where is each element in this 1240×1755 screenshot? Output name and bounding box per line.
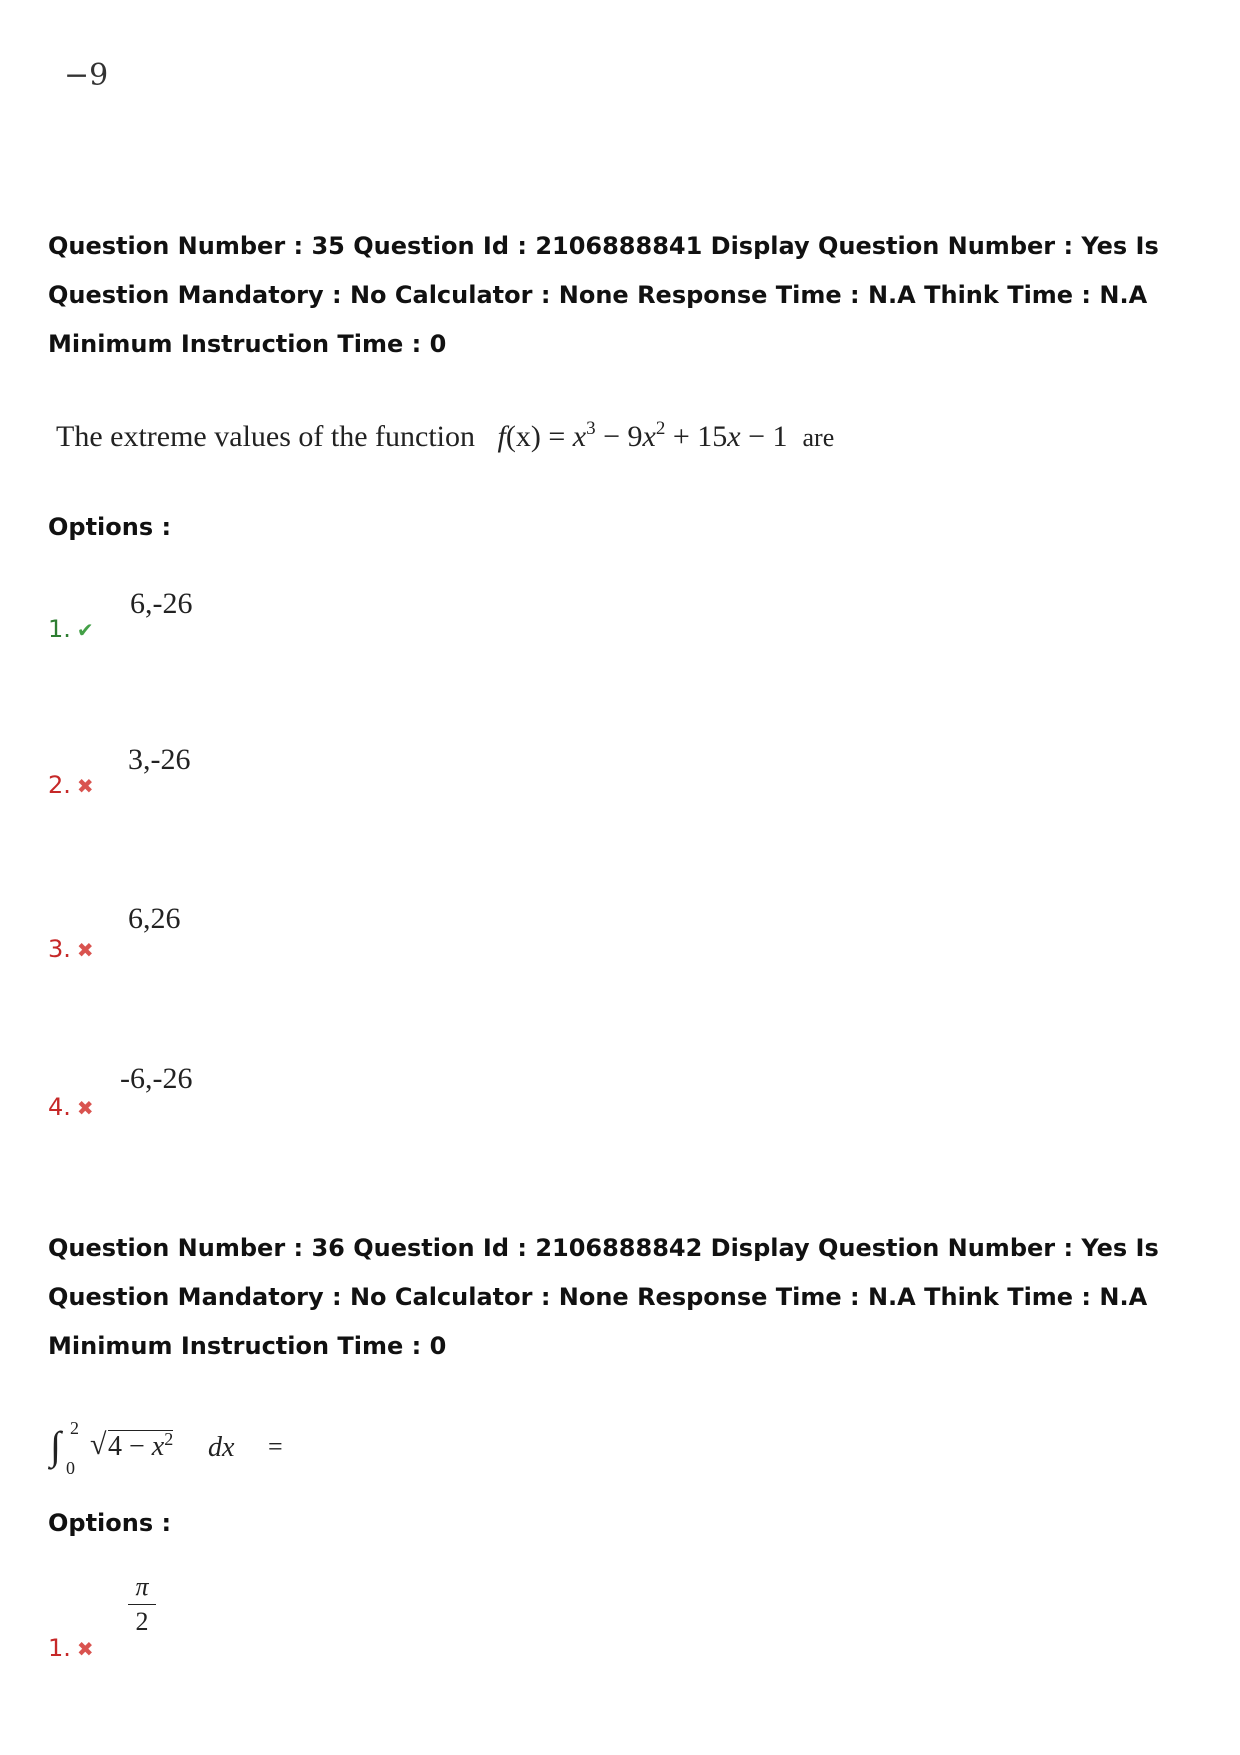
equals-sign: = <box>268 1432 283 1461</box>
stem-func: f <box>497 420 506 453</box>
option-number <box>48 1093 94 1121</box>
radical-sign: √ <box>90 1428 107 1461</box>
fraction-bar <box>128 1604 156 1605</box>
options-label: Options : <box>48 1509 172 1537</box>
cross-icon: ✖ <box>76 1637 94 1661</box>
options-label: Options : <box>48 513 172 541</box>
stem-x3: x <box>727 420 741 453</box>
differential: dx <box>208 1432 235 1463</box>
option-value: 6,-26 <box>130 587 193 620</box>
option-number <box>48 771 94 799</box>
option-number <box>48 615 94 643</box>
option-number-text: 2. <box>48 771 71 799</box>
option-value: -6,-26 <box>120 1062 193 1095</box>
stem-eq: = <box>540 420 573 453</box>
upper-limit: 2 <box>70 1418 79 1438</box>
question-header: Question Number : 36 Question Id : 2106888842 Display Question Number : Yes Is Question Mandatory : No Calculator : None Response Time : N.A Think Time : N.A Minimum Instruction Time : 0 <box>48 1234 1159 1360</box>
stem-mid2: + 15 <box>665 420 728 453</box>
radicand-num: 4 − <box>108 1431 152 1462</box>
stem-tail: − 1 <box>740 420 788 453</box>
stem-x1: x <box>572 420 587 453</box>
question-header: Question Number : 35 Question Id : 2106888841 Display Question Number : Yes Is Question Mandatory : No Calculator : None Response Time : N.A Think Time : N.A Minimum Instruction Time : 0 <box>48 232 1159 358</box>
option-value: 3,-26 <box>128 743 191 776</box>
radicand-exp: 2 <box>164 1429 174 1449</box>
question-stem-integral <box>50 1420 310 1484</box>
option-number-text: 1. <box>48 615 71 643</box>
option-fraction <box>128 1572 156 1637</box>
stem-after: are <box>802 423 835 452</box>
question-stem <box>56 420 834 454</box>
stem-arg: (x) <box>505 420 541 453</box>
check-icon: ✔ <box>76 618 94 642</box>
option-number-text: 1. <box>48 1634 71 1662</box>
option-number <box>48 1634 94 1662</box>
radicand <box>108 1430 173 1463</box>
option-number-text: 3. <box>48 935 71 963</box>
cross-icon: ✖ <box>76 938 94 962</box>
stem-exp2: 2 <box>655 418 666 439</box>
lower-limit: 0 <box>66 1458 75 1478</box>
option-number <box>48 935 94 963</box>
fraction-numerator: π <box>135 1572 149 1601</box>
cross-icon: ✖ <box>76 774 94 798</box>
cross-icon: ✖ <box>76 1096 94 1120</box>
option-value: 6,26 <box>128 902 181 935</box>
stem-mid1: − 9 <box>595 420 643 453</box>
fraction-denominator: 2 <box>135 1607 149 1636</box>
radicand-x: x <box>151 1431 165 1462</box>
stem-text: The extreme values of the function <box>56 420 476 453</box>
stem-x2: x <box>642 420 656 453</box>
stem-exp1: 3 <box>586 418 596 439</box>
previous-answer-value: −9 <box>64 58 109 93</box>
option-number-text: 4. <box>48 1093 71 1121</box>
integral-sign: ∫ <box>50 1423 61 1468</box>
